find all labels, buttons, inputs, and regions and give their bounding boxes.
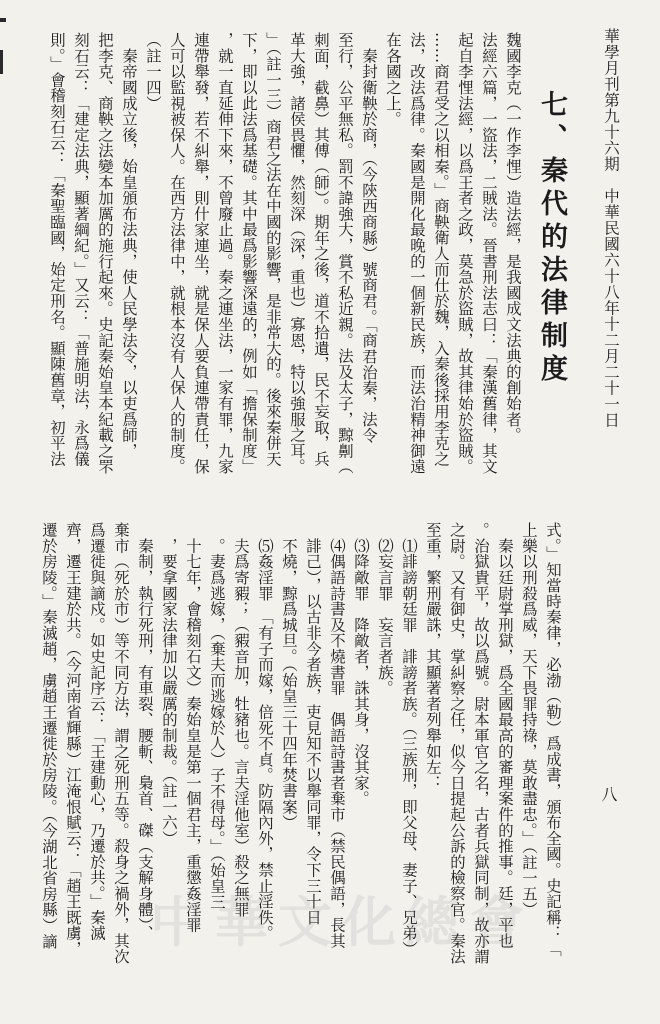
text-line: 連帶舉發，若不糾舉，則什家連坐，就是保人要負連帶責任，保 <box>192 32 210 475</box>
scan-edge-mark <box>0 50 3 74</box>
text-line: 魏國李克（一作李悝）造法經，是我國成文法典的創始者。 <box>504 32 522 443</box>
text-line: 誹己），以古非今者族，吏見知不以舉同罪，令下三十日 <box>304 522 322 926</box>
text-line: 秦以廷尉掌刑獄，爲全國最高的審理案件的推事。廷，平也 <box>496 522 514 949</box>
text-line: 齊，遷王建於共。（今河南省輝縣）江淹恨賦云：「趙王既虜， <box>64 522 82 957</box>
section-title: 七、秦代的法律制度 <box>536 90 567 387</box>
text-line: 上樂以刑殺爲威，天下畏罪持祿，莫敢盡忠。」（註一五） <box>520 522 538 918</box>
text-line: 刺面，截鼻）其傅（師）。期年之後，道不拾遺，民不妄取，兵 <box>312 32 330 467</box>
text-line: 秦帝國成立後，始皇頒布法典，使人民學法令，以吏爲師， <box>120 32 138 459</box>
text-line: ，就一直延伸下來，不曾廢止過。秦之連坐法，一家有罪，九家 <box>216 32 234 475</box>
journal-header: 華學月刊第九十六期 中華民國六十八年十二月二十一日 <box>602 28 620 428</box>
text-line: 。妻爲逃嫁，（棄夫而逃嫁於人）子不得母。」（始皇三 <box>208 522 226 910</box>
text-line: 下，即以此法爲基礎。其中最爲影響深遠的，例如「擔保制度」 <box>240 32 258 475</box>
text-line: 至重，繁刑嚴誅，其顯著者列舉如左： <box>424 522 442 791</box>
text-line: 至行，公平無私。罰不諱強大，賞不私近親。法及太子，黥劓（ <box>336 32 354 475</box>
text-line: 遷於房陵。」秦滅趙，虜趙王遷徙於房陵。（今湖北省房縣）謫 <box>40 522 58 949</box>
text-line: ……商君受之以相秦。」商鞅衛人而仕於魏，入秦後採用李克之 <box>432 32 450 467</box>
text-line: 法經六篇，一盜法，二賊法。晉書刑法志曰：「秦漢舊律，其文 <box>480 32 498 475</box>
text-line: 」（註一三）商君之法在中國的影響，是非常大的。後來秦併天 <box>264 32 282 467</box>
text-line: 秦封衛鞅於商，（今陝西商縣）號商君。「商君治秦，法令 <box>360 32 378 444</box>
text-line: 革大強，諸侯畏懼，然刻深（深，重也）寡恩，特以強服之耳。 <box>288 32 306 475</box>
page-number: 八 <box>599 786 618 802</box>
text-line: 夫爲寄豭；（豭音加，牡豬也。言夫淫他室）殺之無罪 <box>232 522 250 917</box>
text-line: 十七年，會稽刻石文）秦始皇是第一個君主，重懲姦淫罪 <box>184 522 202 933</box>
text-line: 棄市（死於市）等不同方法，謂之死刑五等。殺身之禍外，其次 <box>112 522 130 965</box>
text-line: ⑶降敵罪 降敵者，誅其身，沒其家。 <box>352 522 370 807</box>
text-line: 爲遷徙與謫戍。如史記序云：「王建動心，乃遷於共。」秦滅 <box>88 522 106 941</box>
text-line: 之尉。又有御史，掌糾察之任，似今日提起公訴的檢察官。秦法 <box>448 522 466 965</box>
text-line: ⑸姦淫罪 「有子而嫁，倍死不貞。防隔內外，禁止淫佚。 <box>256 522 274 941</box>
text-line: 法，改法爲律。秦國是開化最晚的一個新民族，而法治精神御遠 <box>408 32 426 475</box>
text-line: 在各國之上。 <box>384 32 402 127</box>
text-line: 秦制，執行死刑，有車裂、腰斬、梟首、磔（支解身體）、 <box>136 522 154 941</box>
text-line: 。治獄貴平，故以爲號。尉本軍官之名，古者兵獄同制，故亦謂 <box>472 522 490 965</box>
text-line: ⑵妄言罪 妄言者族。 <box>376 522 394 696</box>
text-line: 不燒，黥爲城旦。（始皇三十四年焚書案） <box>280 522 298 831</box>
scan-edge-mark <box>0 18 6 22</box>
text-line: 刻石云：「建定法典，顯著綱紀。」又云：「普施明法，永爲儀 <box>72 32 90 467</box>
text-line: 式。」知當時秦律，必渤（勒）爲成書，頒布全國。史記稱：「 <box>544 522 562 957</box>
text-line: 起自李悝法經，以爲王者之政，莫急於盜賊，故其律始於盜賊。 <box>456 32 474 475</box>
watermark-text: 中華文化總會 <box>150 890 534 954</box>
text-line: ⑷偶語詩書及不燒書罪 偶語詩書者棄市（禁民偶語，長其 <box>328 522 346 949</box>
text-line: 則。」會稽刻石云：「秦聖臨國，始定刑名。顯陳舊章，初平法 <box>48 32 66 467</box>
text-line: ，要拿國家法律加以嚴厲的制裁。（註一六） <box>160 522 178 847</box>
text-line: 人可以監視被保人。在西方法律中，就根本沒有人保人的制度。 <box>168 32 186 475</box>
body-text-upper <box>48 32 525 487</box>
text-line: 把李克、商鞅之法變本加厲的施行起來。史記秦始皇本紀載之罘 <box>96 32 114 475</box>
text-line: （註一四） <box>144 32 162 111</box>
text-line: ⑴誹謗朝廷罪 誹謗者族。（三族刑，即父母、妻子、兄弟） <box>400 522 418 957</box>
